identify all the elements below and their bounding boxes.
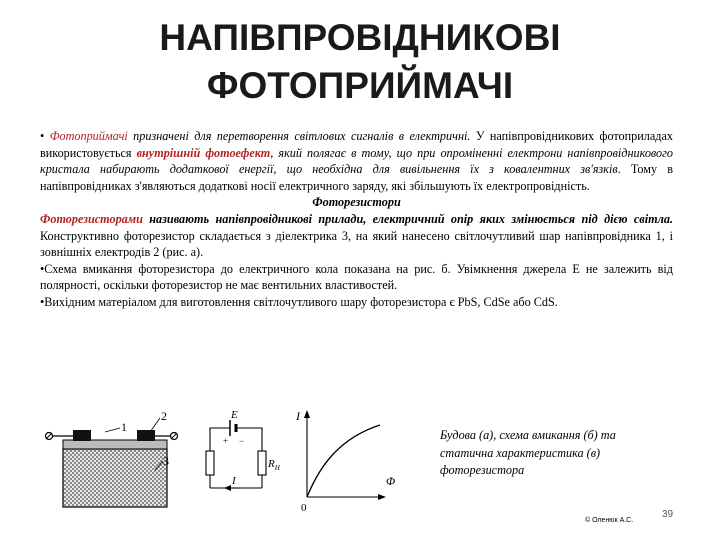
figure-c-characteristic <box>295 409 395 514</box>
label-2: 2 <box>161 409 167 423</box>
subheading-photoresistors: Фоторезистори <box>312 195 401 210</box>
load-resistor <box>258 451 266 475</box>
term-internal-photoeffect: внутрішній фотоефект <box>136 145 271 160</box>
bullet: • <box>40 129 45 143</box>
label-i-circuit: I <box>232 475 236 487</box>
paragraph-circuit: •Схема вмикання фоторезистора до електричного кола показана на рис. б. Увімкнення джерела Е не залежить від полярності, оскільки фоторезистор не має вентильних властивостей. <box>40 261 673 293</box>
label-minus: − <box>239 436 245 446</box>
term-photoresistors: Фоторезисторами <box>40 211 143 226</box>
photodetectors-definition: призначені для перетворення світлових сигналів в електричні. <box>127 129 471 143</box>
electrode-right <box>137 430 155 441</box>
title-line-1: НАПІВПРОВІДНИКОВІ <box>159 17 561 58</box>
figure-a-structure <box>45 409 178 507</box>
photoresistor-symbol <box>206 451 214 475</box>
caption-line-1: Будова (а), схема вмикання (б) та <box>440 428 616 442</box>
label-rh: $R_H$ <box>268 458 280 472</box>
label-3: 3 <box>163 454 169 468</box>
photoeffect-explanation: , який полягає в тому, що при опроміненні електрони напівпровідникового кристала набирають додаткової енергії, що необхідна для вивільнення їх з ковалентних зв'язків <box>40 145 673 177</box>
photoresistors-construction: Конструктивно фоторезистор складається з діелектрика 3, на який нанесено світлочутливий шар напівпровідника 1, і зовнішніх електродів 2 (рис. а). <box>40 228 673 260</box>
label-1: 1 <box>121 420 127 434</box>
label-plus: + <box>223 436 229 446</box>
photosensitive-layer <box>63 440 167 449</box>
copyright: © Оленюк А.С. <box>585 517 634 524</box>
leader-2 <box>150 418 160 432</box>
label-zero: 0 <box>301 502 307 514</box>
photoeffect-conclusion: . Тому в напівпровідниках з'являються додаткові носії електричного заряду, які збільшують їх електропровідність. <box>40 162 674 193</box>
photoresistors-definition: називають напівпровідникові прилади, електричний опір яких змінюється під дією світла. <box>142 211 673 226</box>
label-phi: Φ <box>386 474 396 488</box>
leader-1 <box>105 428 120 432</box>
photodetectors-text: У напівпровідникових фотоприладах використовується <box>40 129 673 160</box>
characteristic-curve <box>307 425 380 497</box>
figure-b-circuit <box>206 409 281 491</box>
caption-line-3: фоторезистора <box>440 463 525 477</box>
caption-line-2: статична характеристика (в) <box>440 445 601 460</box>
label-e: E <box>231 409 238 421</box>
label-i-axis: I <box>296 409 300 423</box>
dielectric-substrate <box>63 449 167 507</box>
term-photodetectors: Фотоприймачі <box>49 129 128 143</box>
title-line-2: ФОТОПРИЙМАЧІ <box>206 65 514 106</box>
figure-caption <box>440 427 676 480</box>
page-number: 39 <box>662 509 674 520</box>
electrode-left <box>73 430 91 441</box>
paragraph-materials: •Вихідним матеріалом для виготовлення світлочутливого шару фоторезистора є PbS, CdSe або CdS. <box>40 294 558 309</box>
